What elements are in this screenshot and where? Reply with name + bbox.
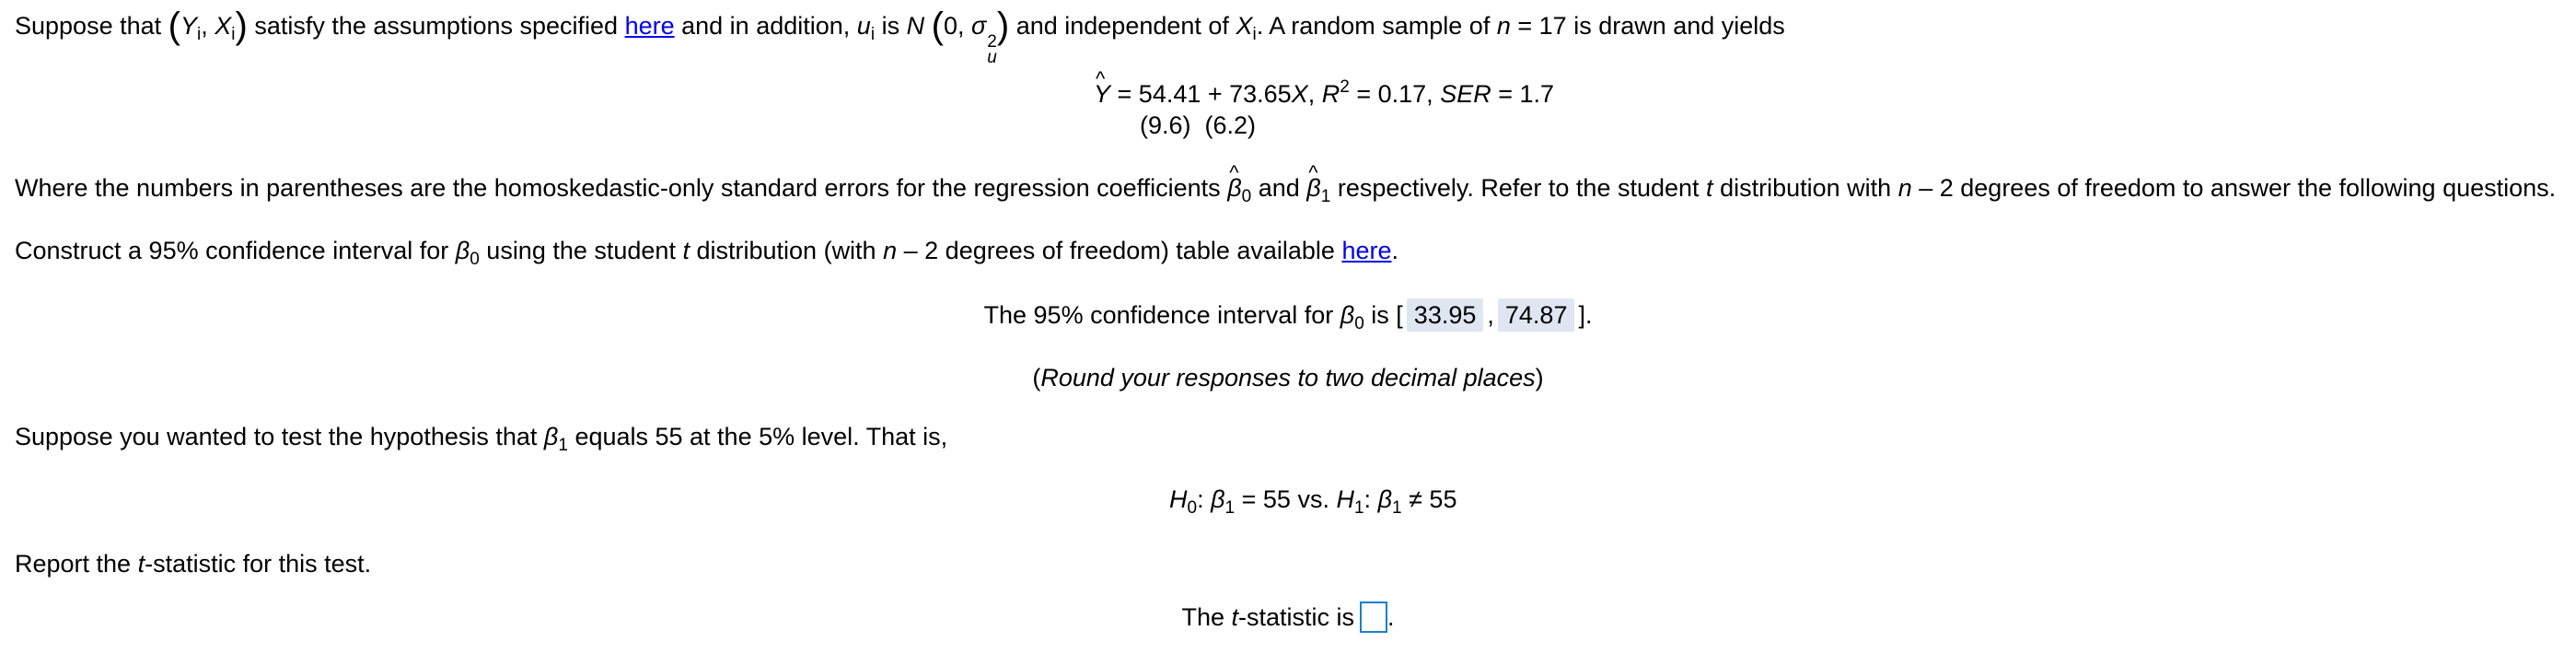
confidence-interval-answer: The 95% confidence interval for $\beta_0$ is [ 33.95 , 74.87 ].	[0, 298, 2576, 332]
ci-lower-answer[interactable]: 33.95	[1407, 298, 1484, 332]
t-table-link[interactable]: here	[1341, 237, 1392, 264]
assumptions-link[interactable]: here	[624, 12, 675, 40]
standard-errors: (9.6) (6.2)	[1140, 111, 1257, 139]
rounding-note: (Round your responses to two decimal places)	[1032, 364, 1544, 391]
hypothesis-statement: $H_0$: $\beta_1 = 55$ vs. $H_1$: $\beta_1 \ne 55$	[1169, 485, 1457, 518]
hypothesis-paragraph: Suppose you wanted to test the hypothesis that $\beta_1$ equals 55 at the 5% level. That is,	[15, 423, 948, 455]
where-paragraph: Where the numbers in parentheses are the homoskedastic-only standard errors for the regression coefficients ^ $\beta_0$ and ^ $\beta_1$ respectively. Refer to the student t distribution with n – 2 degrees of freedom to answer the following questions.	[15, 171, 2556, 204]
t-statistic-answer: The t-statistic is .	[1181, 603, 1395, 631]
construct-paragraph: Construct a 95% confidence interval for $\beta_0$ using the student t distribution (with n – 2 degrees of freedom) table available here.	[15, 237, 1399, 269]
ci-upper-answer[interactable]: 74.87	[1498, 298, 1575, 332]
report-paragraph: Report the t-statistic for this test.	[15, 550, 372, 578]
regression-equation: ^ Y = 54.41 + 73.65X, $R^2 = 0.17$, SER = 1.7	[1094, 77, 1554, 111]
t-statistic-input[interactable]	[1360, 601, 1387, 633]
problem-intro: Suppose that ($Y_i$, $X_i$) satisfy the assumptions specified here and in addition, $u_i$ is N (0, σ 2 u ) and independent of $X_i$. A random sample of n = 17 is drawn and yields	[15, 6, 1785, 67]
